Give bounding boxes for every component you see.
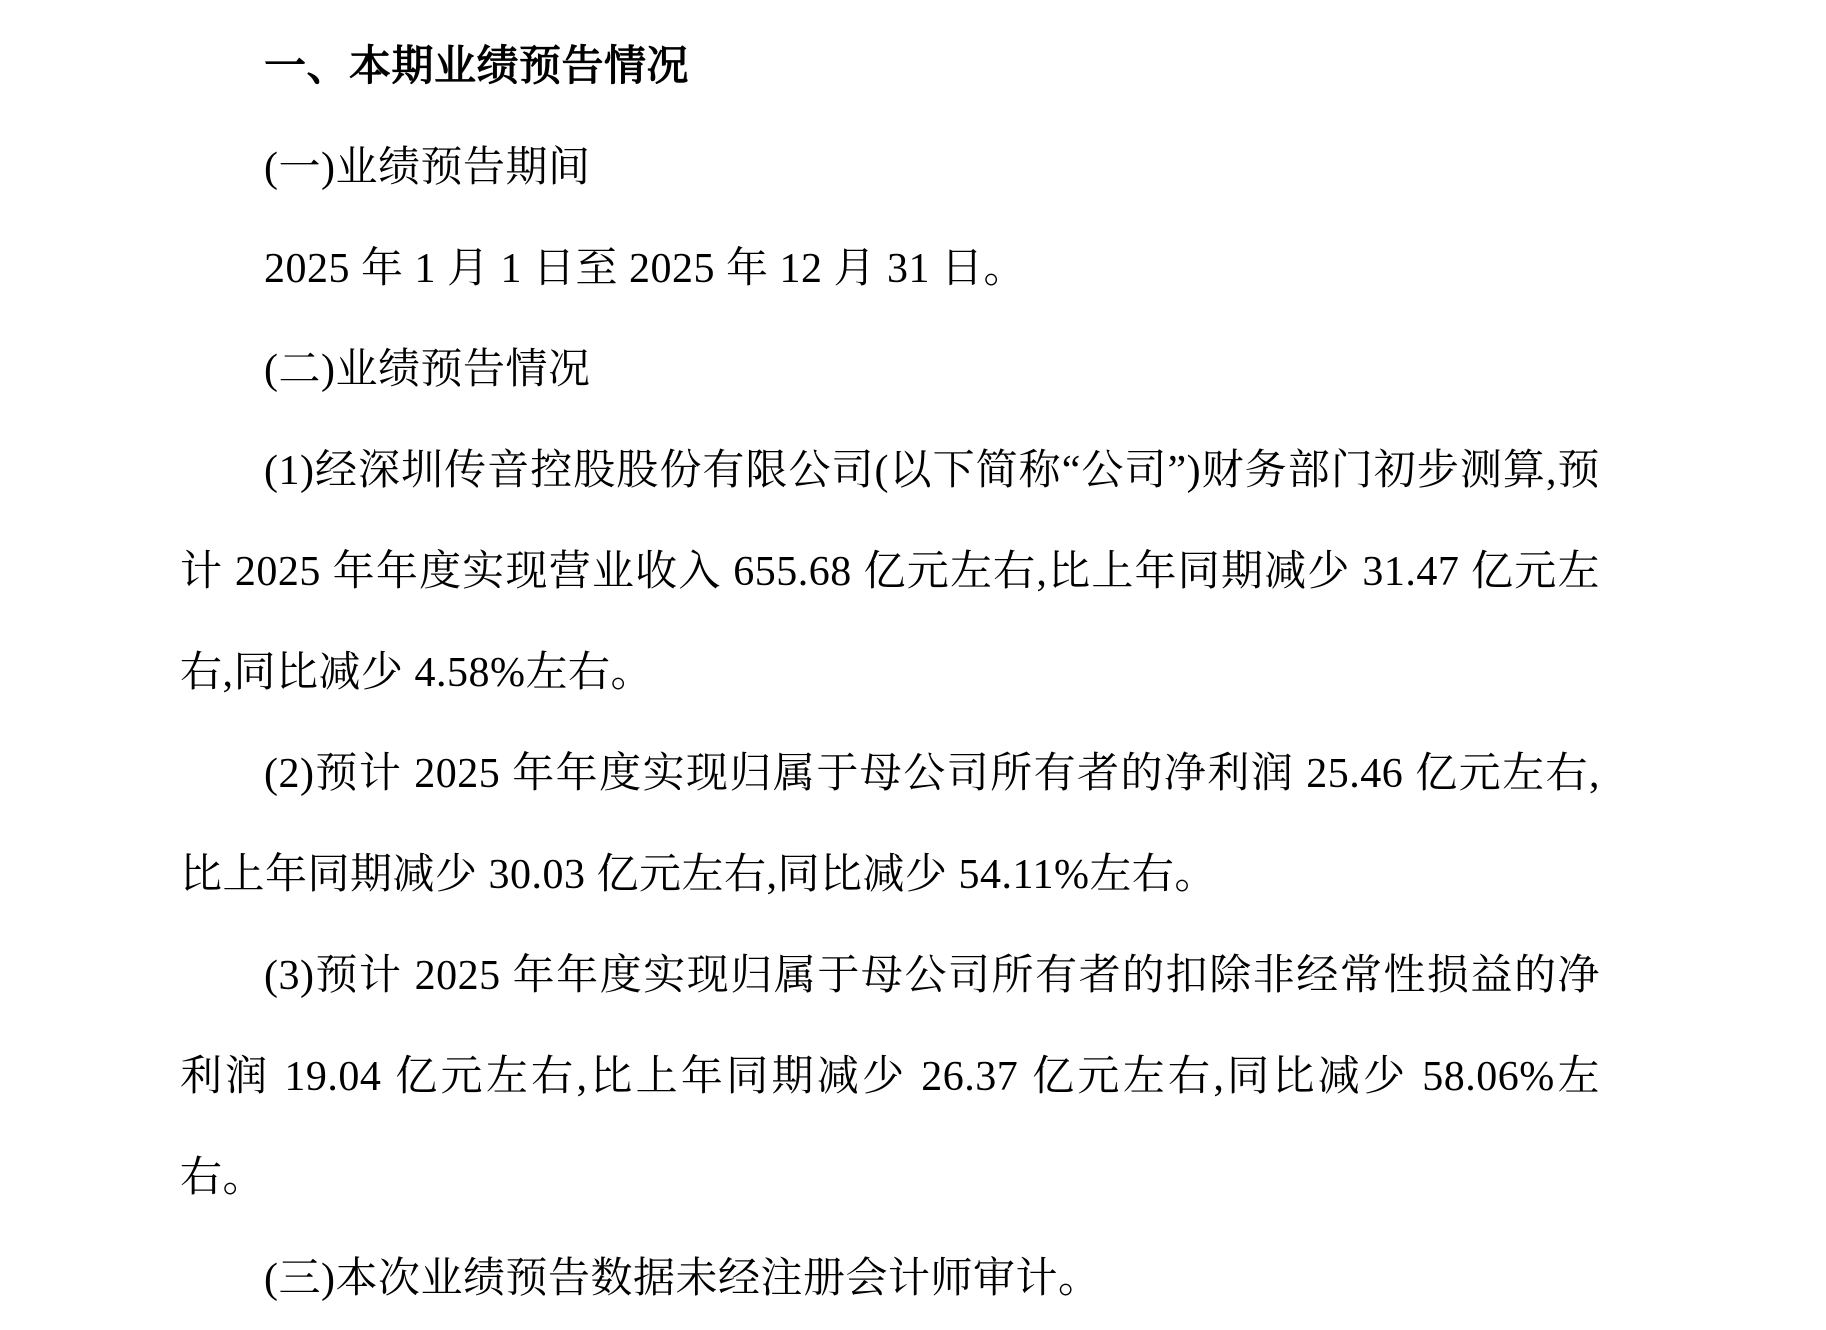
paragraph-forecast-period-label: (一)业绩预告期间 [264, 145, 591, 191]
paragraph-forecast-situation-label: (二)业绩预告情况 [264, 347, 591, 393]
paragraph-deducted-net-profit-forecast: (3)预计 2025 年年度实现归属于母公司所有者的扣除非经常性损益的净利润 19.04 亿元左右,比上年同期减少 26.37 亿元左右,同比减少 58.06%左右。 [180, 953, 1600, 1201]
paragraph-unaudited-note: (三)本次业绩预告数据未经注册会计师审计。 [264, 1256, 1101, 1302]
paragraph-net-profit-forecast: (2)预计 2025 年年度实现归属于母公司所有者的净利润 25.46 亿元左右,比上年同期减少 30.03 亿元左右,同比减少 54.11%左右。 [180, 751, 1600, 898]
paragraph-revenue-forecast: (1)经深圳传音控股股份有限公司(以下简称“公司”)财务部门初步测算,预计 2025 年年度实现营业收入 655.68 亿元左右,比上年同期减少 31.47 亿元左右,同比减少 4.58%左右。 [180, 448, 1600, 696]
paragraph-forecast-period-dates: 2025 年 1 月 1 日至 2025 年 12 月 31 日。 [264, 246, 1027, 292]
section-heading: 一、本期业绩预告情况 [264, 44, 690, 90]
